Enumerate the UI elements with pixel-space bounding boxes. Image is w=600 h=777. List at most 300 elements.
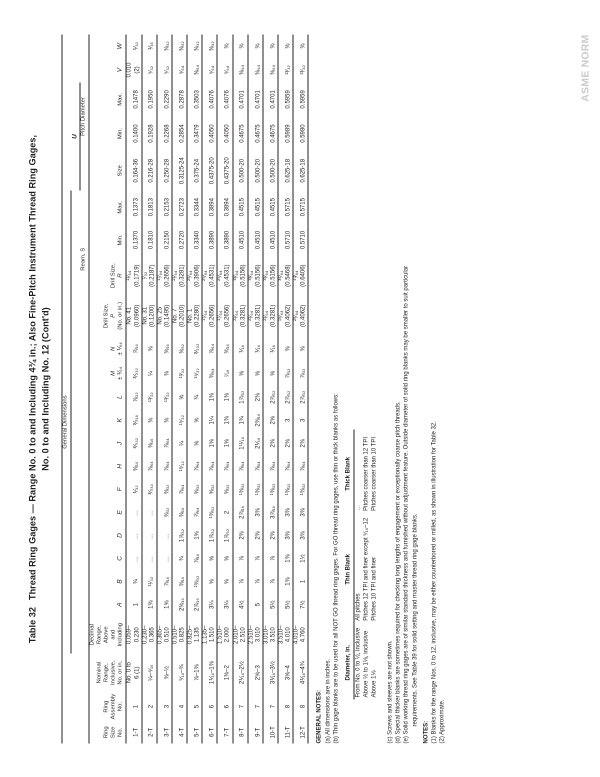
cell-drill-R: ¹¹⁄₆₄ (0.1719) <box>126 256 141 295</box>
col-M: M ± ⅟₆₄ <box>88 361 126 386</box>
cell-N: ⅗₃₂ <box>187 336 202 361</box>
cell-drill-R: ²⁹⁄₆₄ (0.4531) <box>202 256 217 295</box>
blank-cell-thin: Pitches 12 TPI and finer except ⁹⁄₁₆–12 <box>363 517 370 621</box>
cell-W: ⅜₃₂ <box>202 34 217 57</box>
cell-u-size: 0.164-36 <box>126 150 141 190</box>
watermark: ASME NORM <box>579 34 591 102</box>
cell-H: ⅞₆₄ <box>293 454 308 477</box>
cell-V: ¹³⁄₃₂ <box>278 57 293 82</box>
cell-u-size: 0.4375-20 <box>202 150 217 190</box>
cell-F: ¹⅜₃₂ <box>232 477 247 500</box>
blank-table-row <box>362 429 370 699</box>
general-note-c: (c) Screws and sleeves are not shown. <box>386 639 393 743</box>
cell-drill-P: ²⁵⁄₆₄ (0.4062) <box>293 294 308 336</box>
cell-V: ⁵⁄₆₄ <box>171 57 186 82</box>
cell-nominal-range: No. 0 to 6 (1) <box>126 653 141 692</box>
cell-ream-min: 0.4510 <box>247 223 262 256</box>
col-E: E <box>88 500 126 523</box>
cell-ring-assembly-no: 5 <box>187 692 202 721</box>
cell-ream-max: 0.4515 <box>247 190 262 223</box>
cell-V: 0.010 (2) <box>126 57 141 82</box>
cell-J: ⅜₁₆ <box>141 431 156 454</box>
cell-ring-assembly-no: 6 <box>217 692 232 721</box>
cell-nominal-range: 3⅝–4 <box>278 653 293 692</box>
cell-drill-R: ³³⁄₆₄ (0.5156) <box>247 256 262 295</box>
cell-ream-max: 0.3894 <box>202 190 217 223</box>
cell-C: … <box>126 547 141 570</box>
cell-V: ⅜₆₄ <box>247 57 262 82</box>
cell-H: ⅞₆₄ <box>187 454 202 477</box>
cell-J: ⅗₃₂ <box>126 431 141 454</box>
cell-J: ¼ <box>171 431 186 454</box>
cell-drill-P: No. 25 (0.1495) <box>156 294 171 336</box>
cell-nominal-range: ⅞–1⅜ <box>187 653 202 692</box>
blank-cell-thick: Pitches coarser than 10 TPI <box>371 436 378 511</box>
cell-pd-min: 0.5989 <box>278 116 293 150</box>
col-decimal-range: Decimal Range, Above and Including <box>88 616 126 653</box>
blank-table-row <box>354 429 363 699</box>
col-L: L <box>88 385 126 408</box>
cell-decimal-range: 2.510– 3.010 <box>247 616 262 653</box>
cell-N: ⅞₆₄ <box>202 336 217 361</box>
cell-H: ¹⁹⁄₃₂ <box>171 454 186 477</box>
blank-cell-thin: Pitches 10 TPI and finer <box>371 556 378 621</box>
cell-M: ⅝ <box>232 361 247 386</box>
cell-N: ⅜₁₆ <box>156 336 171 361</box>
general-note-b: (b) Thin gage blanks are to be used for all NOT GO thread ring gages. For GO thread ring gages, use thin or thick blanks as follows: <box>332 392 339 743</box>
cell-ring-size-no: 3-T <box>156 721 171 743</box>
table-row <box>156 34 171 743</box>
cell-E: … <box>141 500 156 523</box>
cell-K: 1⅜ <box>217 408 232 431</box>
cell-drill-R: ¹⁷⁄₆₄ (0.2656) <box>156 256 171 295</box>
u-group-heading: U <box>71 82 80 191</box>
cell-L: ¾ <box>187 385 202 408</box>
thread-ring-gages-table <box>61 34 308 743</box>
cell-L: 2⅞₃₂ <box>262 385 277 408</box>
cell-W: ⅜ <box>232 34 247 57</box>
cell-J: 2⅜ <box>278 431 293 454</box>
cell-pd-min: 0.4675 <box>262 116 277 150</box>
cell-ring-assembly-no: 3 <box>156 692 171 721</box>
col-pd-max: Max. <box>88 82 126 116</box>
cell-ring-assembly-no: 8 <box>278 692 293 721</box>
cell-ream-max: 0.1373 <box>126 190 141 223</box>
header-row-columns <box>88 34 126 743</box>
cell-u-size: 0.500-20 <box>232 150 247 190</box>
cell-N: ⅞₁₆ <box>126 336 141 361</box>
cell-A: 5½ <box>262 593 277 616</box>
cell-B: ⅞₁₆ <box>156 570 171 593</box>
cell-A: 3¼ <box>202 593 217 616</box>
cell-pd-max: 0.4701 <box>232 82 247 116</box>
cell-ream-min: 0.2150 <box>156 223 171 256</box>
cell-pd-min: 0.3479 <box>187 116 202 150</box>
cell-drill-P: No. 1 (0.2280) <box>187 294 202 336</box>
cell-u-size: 0.216-28 <box>141 150 156 190</box>
cell-N: ⅟₁₆ <box>247 336 262 361</box>
cell-drill-P: ²¹⁄₆₄ (0.3281) <box>262 294 277 336</box>
cell-nominal-range: ⁹⁄₁₆–¾ <box>171 653 186 692</box>
cell-B: ⅞ <box>262 570 277 593</box>
cell-N: ⅜ <box>278 336 293 361</box>
cell-M: ⅝ <box>262 361 277 386</box>
cell-F: ⅞₆₄ <box>171 477 186 500</box>
cell-F: ¹⅜₃₂ <box>262 477 277 500</box>
cell-pd-min: 0.1928 <box>141 116 156 150</box>
cell-L: 2⅜ <box>247 385 262 408</box>
cell-D: 1⅝ <box>187 523 202 546</box>
table-row <box>187 34 202 743</box>
cell-W: ⅜₃₂ <box>187 34 202 57</box>
cell-nominal-range: 2⅟₁₆–2½ <box>232 653 247 692</box>
table-row <box>293 34 308 743</box>
blank-cell-thick: … <box>355 504 362 511</box>
note-1: (1) Blanks for the range Nos. 0 to 12, inclusive, may be either counterbored or milled, as shown in illustration for Table 32. <box>431 420 438 743</box>
cell-M: ⅞₃₂ <box>278 361 293 386</box>
table-row <box>141 34 156 743</box>
cell-N: ⅜₃₂ <box>171 336 186 361</box>
cell-E: ¹⅜₃₂ <box>202 500 217 523</box>
note-2: (2) Approximate. <box>439 698 446 743</box>
cell-D: … <box>141 523 156 546</box>
blank-selection-table <box>344 429 378 699</box>
cell-pd-min: 0.2854 <box>171 116 186 150</box>
general-dimensions-heading: General Dimensions <box>62 190 71 652</box>
cell-C: ⅞₁₆ <box>187 547 202 570</box>
cell-drill-R: ³⁵⁄₆₄ (0.5468) <box>278 256 293 295</box>
cell-W: ⅟₃₂ <box>126 34 141 57</box>
cell-L: 2⅞₃₂ <box>278 385 293 408</box>
cell-D: 3⅜ <box>293 523 308 546</box>
cell-V: ¹³⁄₃₂ <box>293 57 308 82</box>
cell-pd-max: 0.1478 <box>126 82 141 116</box>
cell-N: ⅟₁₆ <box>262 336 277 361</box>
cell-ring-assembly-no: 1 <box>126 692 141 721</box>
cell-J: ⅝ <box>187 431 202 454</box>
header-row-u-group <box>71 34 80 743</box>
cell-ring-size-no: 8-T <box>232 721 247 743</box>
cell-J: 1¹¹⁄₁₆ <box>232 431 247 454</box>
cell-W: ⅜ <box>278 34 293 57</box>
col-ring-size-no: Ring Size No. <box>88 721 126 743</box>
cell-E: 2⅞₁₆ <box>232 500 247 523</box>
cell-decimal-range: 3.510– 4.010 <box>278 616 293 653</box>
cell-D: … <box>126 523 141 546</box>
cell-B: ¹⅜₃₂ <box>187 570 202 593</box>
cell-V: ⅜₆₄ <box>187 57 202 82</box>
cell-F: ⅝₃₂ <box>187 477 202 500</box>
cell-ring-assembly-no: 4 <box>171 692 186 721</box>
cell-nominal-range: 1⅜–2 <box>217 653 232 692</box>
cell-M: ⁷⁄₁₆ <box>217 361 232 386</box>
cell-C: ⅝ <box>202 547 217 570</box>
col-ream-min: Min. <box>88 223 126 256</box>
cell-H: ⅜₁₆ <box>126 454 141 477</box>
cell-F: ¹⅜₃₂ <box>278 477 293 500</box>
col-drill-size-R: Drill Size, R <box>88 256 126 295</box>
cell-drill-R: ³³⁄₆₄ (0.5156) <box>262 256 277 295</box>
cell-M: ¼ <box>141 361 156 386</box>
cell-H: ⅞₆₄ <box>232 454 247 477</box>
cell-ream-max: 0.4515 <box>262 190 277 223</box>
cell-D: 1⅞₃₂ <box>202 523 217 546</box>
cell-A: 7½ <box>293 593 308 616</box>
table-row <box>262 34 277 743</box>
cell-L: 1⅞₃₂ <box>232 385 247 408</box>
cell-K: 3 <box>278 408 293 431</box>
cell-D: 1⅞₃₂ <box>217 523 232 546</box>
table-container <box>61 34 308 743</box>
cell-E: ⅞₆₄ <box>187 500 202 523</box>
cell-E: 2 <box>217 500 232 523</box>
cell-ring-assembly-no: 7 <box>262 692 277 721</box>
cell-L: ⅞₃₂ <box>126 385 141 408</box>
cell-pd-max: 0.4076 <box>217 82 232 116</box>
cell-A: 4½ <box>232 593 247 616</box>
cell-decimal-range: 0.059– 0.230 <box>126 616 141 653</box>
cell-ring-assembly-no: 8 <box>293 692 308 721</box>
cell-C: ⅞ <box>232 547 247 570</box>
blank-cell-thick: Pitches coarser than 12 TPI <box>363 436 370 511</box>
cell-B: ¹¹⁄₃₂ <box>141 570 156 593</box>
cell-K: ⅝ <box>187 408 202 431</box>
cell-u-size: 0.250-28 <box>156 150 171 190</box>
cell-H: ⅞₆₄ <box>262 454 277 477</box>
cell-decimal-range: 3.010– 3.510 <box>262 616 277 653</box>
cell-ring-size-no: 7-T <box>217 721 232 743</box>
cell-W: ⅜ <box>293 34 308 57</box>
col-D: D <box>88 523 126 546</box>
cell-B: 1⅜ <box>278 570 293 593</box>
cell-decimal-range: 0.230– 0.365 <box>141 616 156 653</box>
cell-V: ⅜₆₄ <box>262 57 277 82</box>
cell-decimal-range: 2.010– 2.510 <box>232 616 247 653</box>
cell-decimal-range: 1.510– 2.000 <box>217 616 232 653</box>
cell-ring-size-no: 6-T <box>202 721 217 743</box>
cell-ring-assembly-no: 7 <box>232 692 247 721</box>
table-row <box>171 34 186 743</box>
blank-col-diameter: Diameter, in. <box>345 644 352 680</box>
cell-ring-size-no: 12-T <box>293 721 308 743</box>
cell-L: 1⅜ <box>202 385 217 408</box>
cell-K: ⅜ <box>156 408 171 431</box>
cell-D: 2⅜ <box>262 523 277 546</box>
cell-W: ⅜ <box>262 34 277 57</box>
cell-ring-size-no: 9-T <box>247 721 262 743</box>
col-H: H <box>88 454 126 477</box>
cell-A: 2⅞₁₆ <box>187 593 202 616</box>
cell-drill-R: ³³⁄₆₄ (0.5156) <box>232 256 247 295</box>
cell-drill-P: ¹⁷⁄₆₄ (0.2656) <box>217 294 232 336</box>
cell-pd-max: 0.4076 <box>202 82 217 116</box>
cell-K: ¹⁹⁄₃₂ <box>171 408 186 431</box>
cell-C: ¾ <box>171 547 186 570</box>
page-title <box>26 58 52 719</box>
cell-F: ⅟₃₂ <box>126 477 141 500</box>
cell-B: ⅞ <box>232 570 247 593</box>
cell-ream-min: 0.1370 <box>126 223 141 256</box>
cell-E: … <box>126 500 141 523</box>
cell-u-size: 0.500-20 <box>262 150 277 190</box>
cell-K: 2⅝ <box>262 408 277 431</box>
cell-ream-max: 0.2723 <box>171 190 186 223</box>
table-row <box>232 34 247 743</box>
cell-ream-max: 0.1813 <box>141 190 156 223</box>
cell-nominal-range: 1⅟₁₆–1⅜ <box>202 653 217 692</box>
cell-A: 1⅝ <box>156 593 171 616</box>
cell-ream-min: 0.3890 <box>202 223 217 256</box>
cell-ream-min: 0.4510 <box>232 223 247 256</box>
cell-W: ⅜ <box>247 34 262 57</box>
cell-ring-size-no: 5-T <box>187 721 202 743</box>
cell-M: ⅜₆₄ <box>202 361 217 386</box>
col-W: W <box>88 34 126 57</box>
cell-pd-min: 0.2268 <box>156 116 171 150</box>
cell-M: ⅜ <box>156 361 171 386</box>
cell-K: 1¾ <box>232 408 247 431</box>
cell-drill-P: No. 7 (0.2010) <box>171 294 186 336</box>
ream-group-heading: Ream, S <box>79 223 88 294</box>
blank-cell-diameter: Above ½ to 1⅛, inclusive <box>363 630 370 697</box>
cell-J: 2⅜ <box>293 431 308 454</box>
cell-pd-max: 0.4701 <box>247 82 262 116</box>
cell-ring-size-no: 1-T <box>126 721 141 743</box>
cell-drill-P: No. 31 (0.1200) <box>141 294 156 336</box>
cell-nominal-range: ⅜–½ <box>156 653 171 692</box>
table-row <box>202 34 217 743</box>
table-row <box>278 34 293 743</box>
col-V: V <box>88 57 126 82</box>
col-u-size: Size <box>88 150 126 190</box>
cell-decimal-range: 4.010– 4.760 <box>293 616 308 653</box>
cell-B: ⅞ <box>247 570 262 593</box>
cell-nominal-range: ¼–⁵⁄₁₆ <box>141 653 156 692</box>
cell-decimal-range: 0.365– 0.510 <box>156 616 171 653</box>
table-row <box>217 34 232 743</box>
cell-B: ⅝ <box>202 570 217 593</box>
general-note-a: (a) All dimensions are in inches. <box>324 658 331 743</box>
cell-V: ⁵⁄₆₄ <box>202 57 217 82</box>
cell-B: ¾ <box>126 570 141 593</box>
cell-decimal-range: 0.825– 1.135 <box>187 616 202 653</box>
cell-D: 2⅜ <box>247 523 262 546</box>
blank-cell-diameter: Above 1⅛ <box>371 669 378 697</box>
cell-H: ⅞₆₄ <box>156 454 171 477</box>
cell-J: 2⅟₁₆ <box>247 431 262 454</box>
cell-pd-max: 0.2290 <box>156 82 171 116</box>
blank-cell-thin: All pitches <box>355 592 362 621</box>
cell-K: 2⅜₁₆ <box>247 408 262 431</box>
cell-drill-R: ²⁵⁄₆₄ (0.3906) <box>187 256 202 295</box>
cell-N: ⅜ <box>293 336 308 361</box>
cell-B: ⅝ <box>217 570 232 593</box>
blank-cell-diameter: From No. 0 to ½, inclusive <box>355 627 362 697</box>
cell-drill-P: ¹⁹⁄₆₄ (0.4062) <box>278 294 293 336</box>
cell-V: ⁵⁄₆₄ <box>217 57 232 82</box>
cell-ream-min: 0.5710 <box>278 223 293 256</box>
cell-pd-min: 0.4675 <box>232 116 247 150</box>
cell-nominal-range: 2⅝–3 <box>247 653 262 692</box>
cell-u-size: 0.625-18 <box>278 150 293 190</box>
cell-A: 1 <box>126 593 141 616</box>
cell-ring-size-no: 11-T <box>278 721 293 743</box>
cell-drill-R: ²⁹⁄₆₄ (0.4531) <box>217 256 232 295</box>
cell-K: 1¼ <box>202 408 217 431</box>
cell-pd-max: 0.1950 <box>141 82 156 116</box>
table-body <box>126 34 308 743</box>
cell-N: ⅜ <box>141 336 156 361</box>
cell-A: 5 <box>247 593 262 616</box>
blank-selection-table-wrapper <box>344 429 378 699</box>
cell-C: ⅝ <box>217 547 232 570</box>
cell-H: ⅞₆₄ <box>217 454 232 477</box>
cell-K: 3 <box>293 408 308 431</box>
cell-H: ⅞₆₄ <box>247 454 262 477</box>
col-ring-assembly-no: Ring Assembly No. <box>88 692 126 721</box>
cell-D: … <box>156 523 171 546</box>
col-pd-min: Min. <box>88 116 126 150</box>
cell-ream-min: 0.3340 <box>187 223 202 256</box>
cell-W: ⅜ <box>217 34 232 57</box>
cell-ream-min: 0.3890 <box>217 223 232 256</box>
cell-decimal-range: 0.510– 0.825 <box>171 616 186 653</box>
cell-K: ⅜ <box>141 408 156 431</box>
col-J: J <box>88 431 126 454</box>
cell-ring-size-no: 4-T <box>171 721 186 743</box>
cell-K: ⅗₁₆ <box>126 408 141 431</box>
cell-ring-assembly-no: 2 <box>141 692 156 721</box>
cell-A: 3¼ <box>217 593 232 616</box>
cell-C: … <box>141 547 156 570</box>
cell-D: 2⅜ <box>232 523 247 546</box>
cell-ream-max: 0.2153 <box>156 190 171 223</box>
cell-pd-max: 0.3503 <box>187 82 202 116</box>
cell-drill-R: ⁴³⁄₆₄ (0.6406) <box>293 256 308 295</box>
col-drill-size-P: Drill Size, P (No. or in.) <box>88 294 126 336</box>
cell-pd-min: 0.4050 <box>217 116 232 150</box>
cell-ring-assembly-no: 6 <box>202 692 217 721</box>
cell-drill-P: ²¹⁄₆₄ (0.3281) <box>247 294 262 336</box>
cell-V: ⁵⁄₃₂ <box>141 57 156 82</box>
blank-table-header-row <box>344 429 354 699</box>
col-K: K <box>88 408 126 431</box>
cell-H: ⅞₆₄ <box>141 454 156 477</box>
cell-H: ⅞₆₄ <box>202 454 217 477</box>
general-note-d: (d) Special thicker blanks are sometimes required for checking long lengths of engagement or exceptionally coarse pitch threads. <box>395 400 402 743</box>
cell-pd-max: 0.5959 <box>278 82 293 116</box>
cell-F: ⅜₃₂ <box>156 477 171 500</box>
col-B: B <box>88 570 126 593</box>
cell-A: 1⅜ <box>141 593 156 616</box>
cell-pd-max: 0.5959 <box>293 82 308 116</box>
blank-col-thick: Thick Blank <box>345 456 352 491</box>
cell-M: ¹³⁄₃₂ <box>171 361 186 386</box>
header-row-group <box>62 34 71 743</box>
cell-V: ⁵⁄₃₂ <box>156 57 171 82</box>
cell-u-size: 0.4375-20 <box>217 150 232 190</box>
cell-ream-max: 0.3894 <box>217 190 232 223</box>
cell-D: 1⅞₃₂ <box>171 523 186 546</box>
cell-ream-max: 0.3344 <box>187 190 202 223</box>
cell-F: ¹⅜₃₂ <box>247 477 262 500</box>
general-note-e: (e) Solid working thread ring gages are of similar standard thickness and furnished without adjustment feature. Outside diameter of solid ring blanks may be smaller to suit particular <box>403 265 410 743</box>
cell-M: ¹⁵⁄₃₂ <box>187 361 202 386</box>
cell-H: ⅞₆₄ <box>278 454 293 477</box>
cell-ream-max: 0.5715 <box>278 190 293 223</box>
notes-section <box>315 34 446 743</box>
table-row <box>126 34 141 743</box>
